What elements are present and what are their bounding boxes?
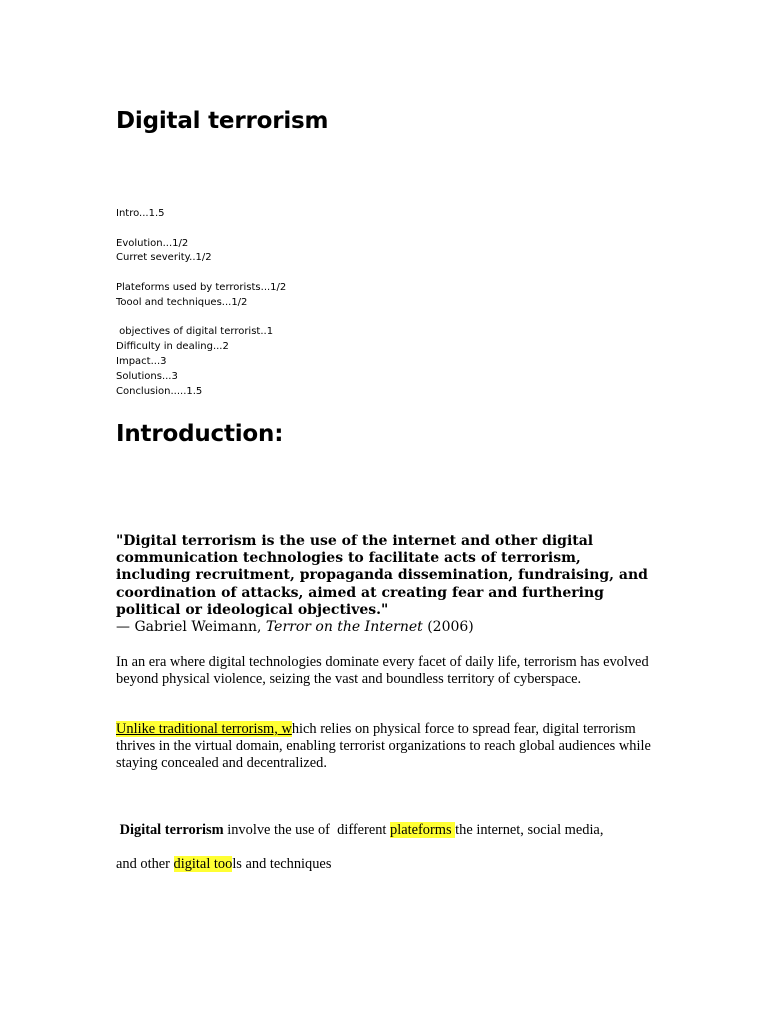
line-text: ls and techniques [232,856,332,872]
document-title: Digital terrorism [116,108,329,134]
definition-quote: "Digital terrorism is the use of the internet and other digital communication technologies to facilitate acts of terrorism, including recruitment, propaganda dissemination, fundraising, and coordination of attacks, aimed at creating fear and furthering political or ideological objectives." [116,533,648,618]
table-of-contents [116,207,286,399]
highlighted-phrase: Unlike traditional terrorism, w [116,721,292,737]
toc-item-intro: Intro...1.5 [116,208,165,219]
toc-item-solutions: Solutions...3 [116,370,178,382]
line-text: involve the use of different [223,822,391,838]
line-text: the internet, social media, [455,822,604,838]
introduction-heading: Introduction: [116,421,284,447]
toc-spacer [116,222,286,237]
quote-author: — Gabriel Weimann [116,619,257,635]
bold-term: Digital terrorism [119,822,224,838]
toc-spacer [116,311,286,326]
quote-book-title: Terror on the Internet [265,619,423,635]
quote-separator: , [257,619,266,635]
intro-paragraph-2 [116,721,656,771]
quote-year: (2006) [422,619,474,635]
toc-item-tools: Toool and techniques...1/2 [116,296,248,308]
intro-line-1 [116,822,603,839]
toc-item-platforms: Plateforms used by terrorists...1/2 [116,281,287,293]
highlighted-word: digital too [173,856,233,872]
toc-item-conclusion: Conclusion.....1.5 [116,385,203,397]
paragraph-text: hich relies on physical force to spread fear, digital terrorism thrives in the virtual domain, enabling terrorist organizations to reach global audiences while staying concealed and decentralized. [116,721,651,771]
highlighted-word: plateforms [390,822,456,838]
line-text: and other [116,856,174,872]
toc-item-evolution: Evolution...1/2 [116,237,189,249]
toc-item-impact: Impact...3 [116,355,167,367]
intro-paragraph-1: In an era where digital technologies dominate every facet of daily life, terrorism has evolved beyond physical violence, seizing the vast and boundless territory of cyberspace. [116,654,649,687]
toc-item-severity: Curret severity..1/2 [116,252,212,264]
toc-spacer [116,266,286,281]
quote-attribution [116,619,474,635]
intro-line-2 [116,856,331,873]
toc-item-objectives: objectives of digital terrorist..1 [116,326,274,338]
toc-item-difficulty: Difficulty in dealing...2 [116,341,229,353]
